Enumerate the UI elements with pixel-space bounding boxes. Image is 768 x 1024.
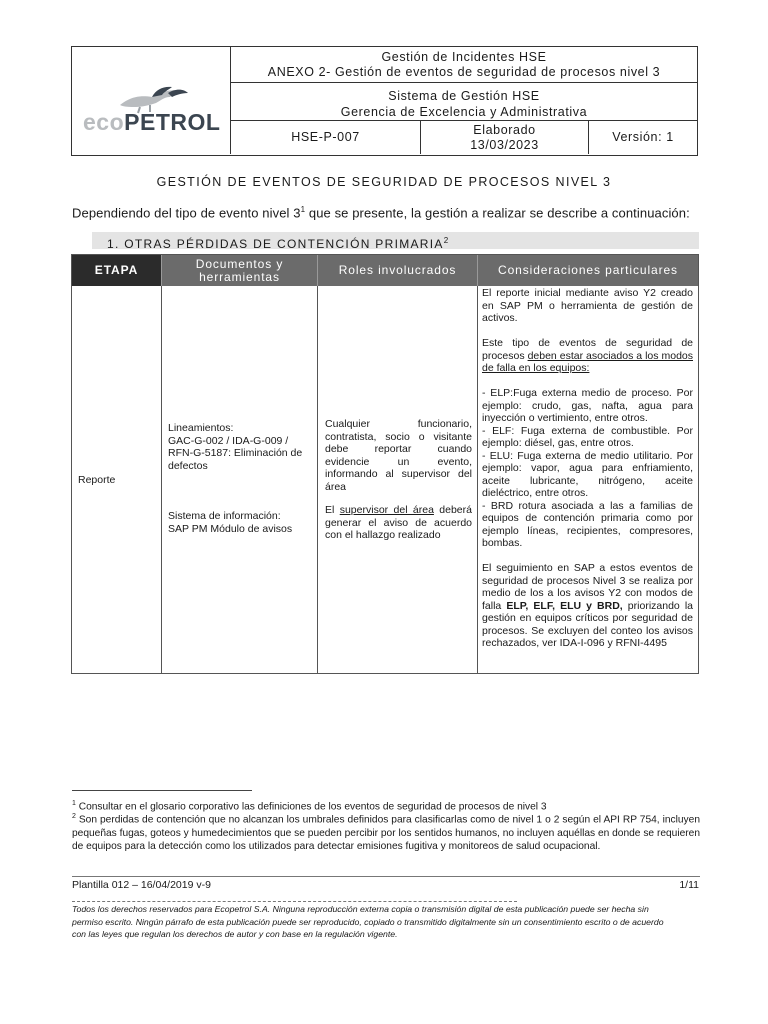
- footer-divider: [72, 876, 700, 877]
- document-version: Versión: 1: [612, 130, 674, 144]
- page-number: 1/11: [679, 879, 699, 891]
- elaborado-date: 13/03/2023: [470, 137, 539, 152]
- header-line-4: Gerencia de Excelencia y Administrativa: [340, 105, 588, 119]
- cons-paragraph-1: El reporte inicial mediante aviso Y2 creado en SAP PM o herramienta de gestión de activos.: [482, 287, 693, 324]
- header-system-row: [231, 83, 697, 121]
- cons-paragraph-4: El seguimiento en SAP a estos eventos de seguridad de procesos Nivel 3 se realiza por medio de los a los avisos Y2 con modos de falla ELP, ELF, ELU y BRD, priorizando la gestión en equipos críticos por seguridad de procesos. Se excluyen del conteo los avisos rechazados, ver IDA-I-096 y RFNI-4495: [482, 562, 694, 649]
- elaborado-cell: [421, 121, 589, 154]
- header-meta-row: [231, 121, 697, 154]
- document-header: [71, 46, 698, 156]
- template-version: Plantilla 012 – 16/04/2019 v-9: [72, 879, 211, 891]
- logo-wordmark: ecoPETROL: [83, 109, 221, 135]
- legal-divider: [72, 901, 517, 902]
- roles-text-1: Cualquier funcionario, contratista, socio o visitante debe reportar cuando evidencie un evento, informando al supervisor del área: [325, 418, 472, 493]
- header-line-2: ANEXO 2- Gestión de eventos de seguridad de procesos nivel 3: [267, 65, 661, 79]
- etapa-value: Reporte: [78, 474, 116, 486]
- footnote-2: $^2$ Son perdidas de contención que no alcanzan los umbrales definidos para clasificarlas como de nivel 1 o 2 según el API RP 754, incluyen pequeñas fugas, goteos y humedecimientos que se pueden percibir por los sentidos humanos, no incluyen aquéllas en donde se requieren de equipos para la detección como los utilizados para detectar emisiones fugitiva y monitoreos de salud ocupacional.: [72, 813, 700, 853]
- roles-text-2: El supervisor del área deberá generar el aviso de acuerdo con el hallazgo realizado: [325, 504, 472, 541]
- page-title: GESTIÓN DE EVENTOS DE SEGURIDAD DE PROCESOS NIVEL 3: [156, 175, 612, 189]
- cell-documentos: [162, 286, 318, 673]
- footnote-divider: [72, 790, 252, 791]
- cons-failure-modes: - ELP:Fuga externa medio de proceso. Por ejemplo: crudo, gas, nafta, agua para inyección o vertimiento, entre otros. - ELF: Fuga externa de combustible. Por ejemplo: diésel, gas, entre otros. - ELU: Fuga externa de medio utilitario. Por ejemplo: vapor, agua para enfriamiento, aceite lubricante, nitrógeno, aceite dieléctrico, entre otros. - BRD rotura asociada a las a familias de equipos de contención primaria como por ejemplo líneas, recipientes, compresores, bombas.: [482, 387, 694, 549]
- footnote-ref-2[interactable]: 2: [443, 236, 450, 245]
- footnote-ref-1[interactable]: 1: [300, 205, 306, 214]
- events-table: [71, 254, 699, 674]
- cons-paragraph-2: Este tipo de eventos de seguridad de procesos deben estar asociados a los modos de falla en los equipos:: [482, 337, 693, 374]
- header-documentos: Documentos y herramientas: [162, 255, 318, 286]
- header-line-3: Sistema de Gestión HSE: [388, 89, 540, 103]
- sistema-block: Sistema de información: SAP PM Módulo de avisos: [168, 510, 293, 535]
- header-title-row: [231, 47, 697, 83]
- elaborado-label: Elaborado: [473, 122, 536, 137]
- cell-roles: [318, 286, 478, 673]
- consideraciones-text: [482, 287, 693, 662]
- intro-paragraph: Dependiendo del tipo de evento nivel $3^1$ que se presente, la gestión a realizar se describe a continuación:: [72, 205, 690, 221]
- lineamientos-block: Lineamientos: GAC-G-002 / IDA-G-009 / RFN-G-5187: Eliminación de defectos: [168, 422, 303, 472]
- cell-consideraciones: [478, 286, 698, 673]
- footnote-1: $^1$ Consultar en el glosario corporativo las definiciones de los eventos de seguridad de procesos de nivel 3: [72, 800, 547, 813]
- header-consideraciones: Consideraciones particulares: [478, 255, 698, 286]
- header-etapa: ETAPA: [72, 255, 162, 286]
- logo-cell: [72, 47, 231, 154]
- cell-etapa: [72, 286, 162, 673]
- section-heading: 1. OTRAS PÉRDIDAS DE CONTENCIÓN PRIMARIA$^2$: [92, 232, 699, 249]
- header-roles: Roles involucrados: [318, 255, 478, 286]
- ecopetrol-logo: [80, 85, 225, 145]
- legal-notice: Todos los derechos reservados para Ecopetrol S.A. Ninguna reproducción externa copia o transmisión digital de esta publicación puede ser hecha sin permiso escrito. Ningún párrafo de esta publicación puede ser reproducido, copiado o transmitido digitalmente sin un consentimiento escrito o de acuerdo con las leyes que regulan los derechos de autor y con base en la regulación vigente.: [72, 904, 664, 939]
- document-code: HSE-P-007: [231, 121, 421, 154]
- header-line-1: Gestión de Incidentes HSE: [381, 50, 547, 64]
